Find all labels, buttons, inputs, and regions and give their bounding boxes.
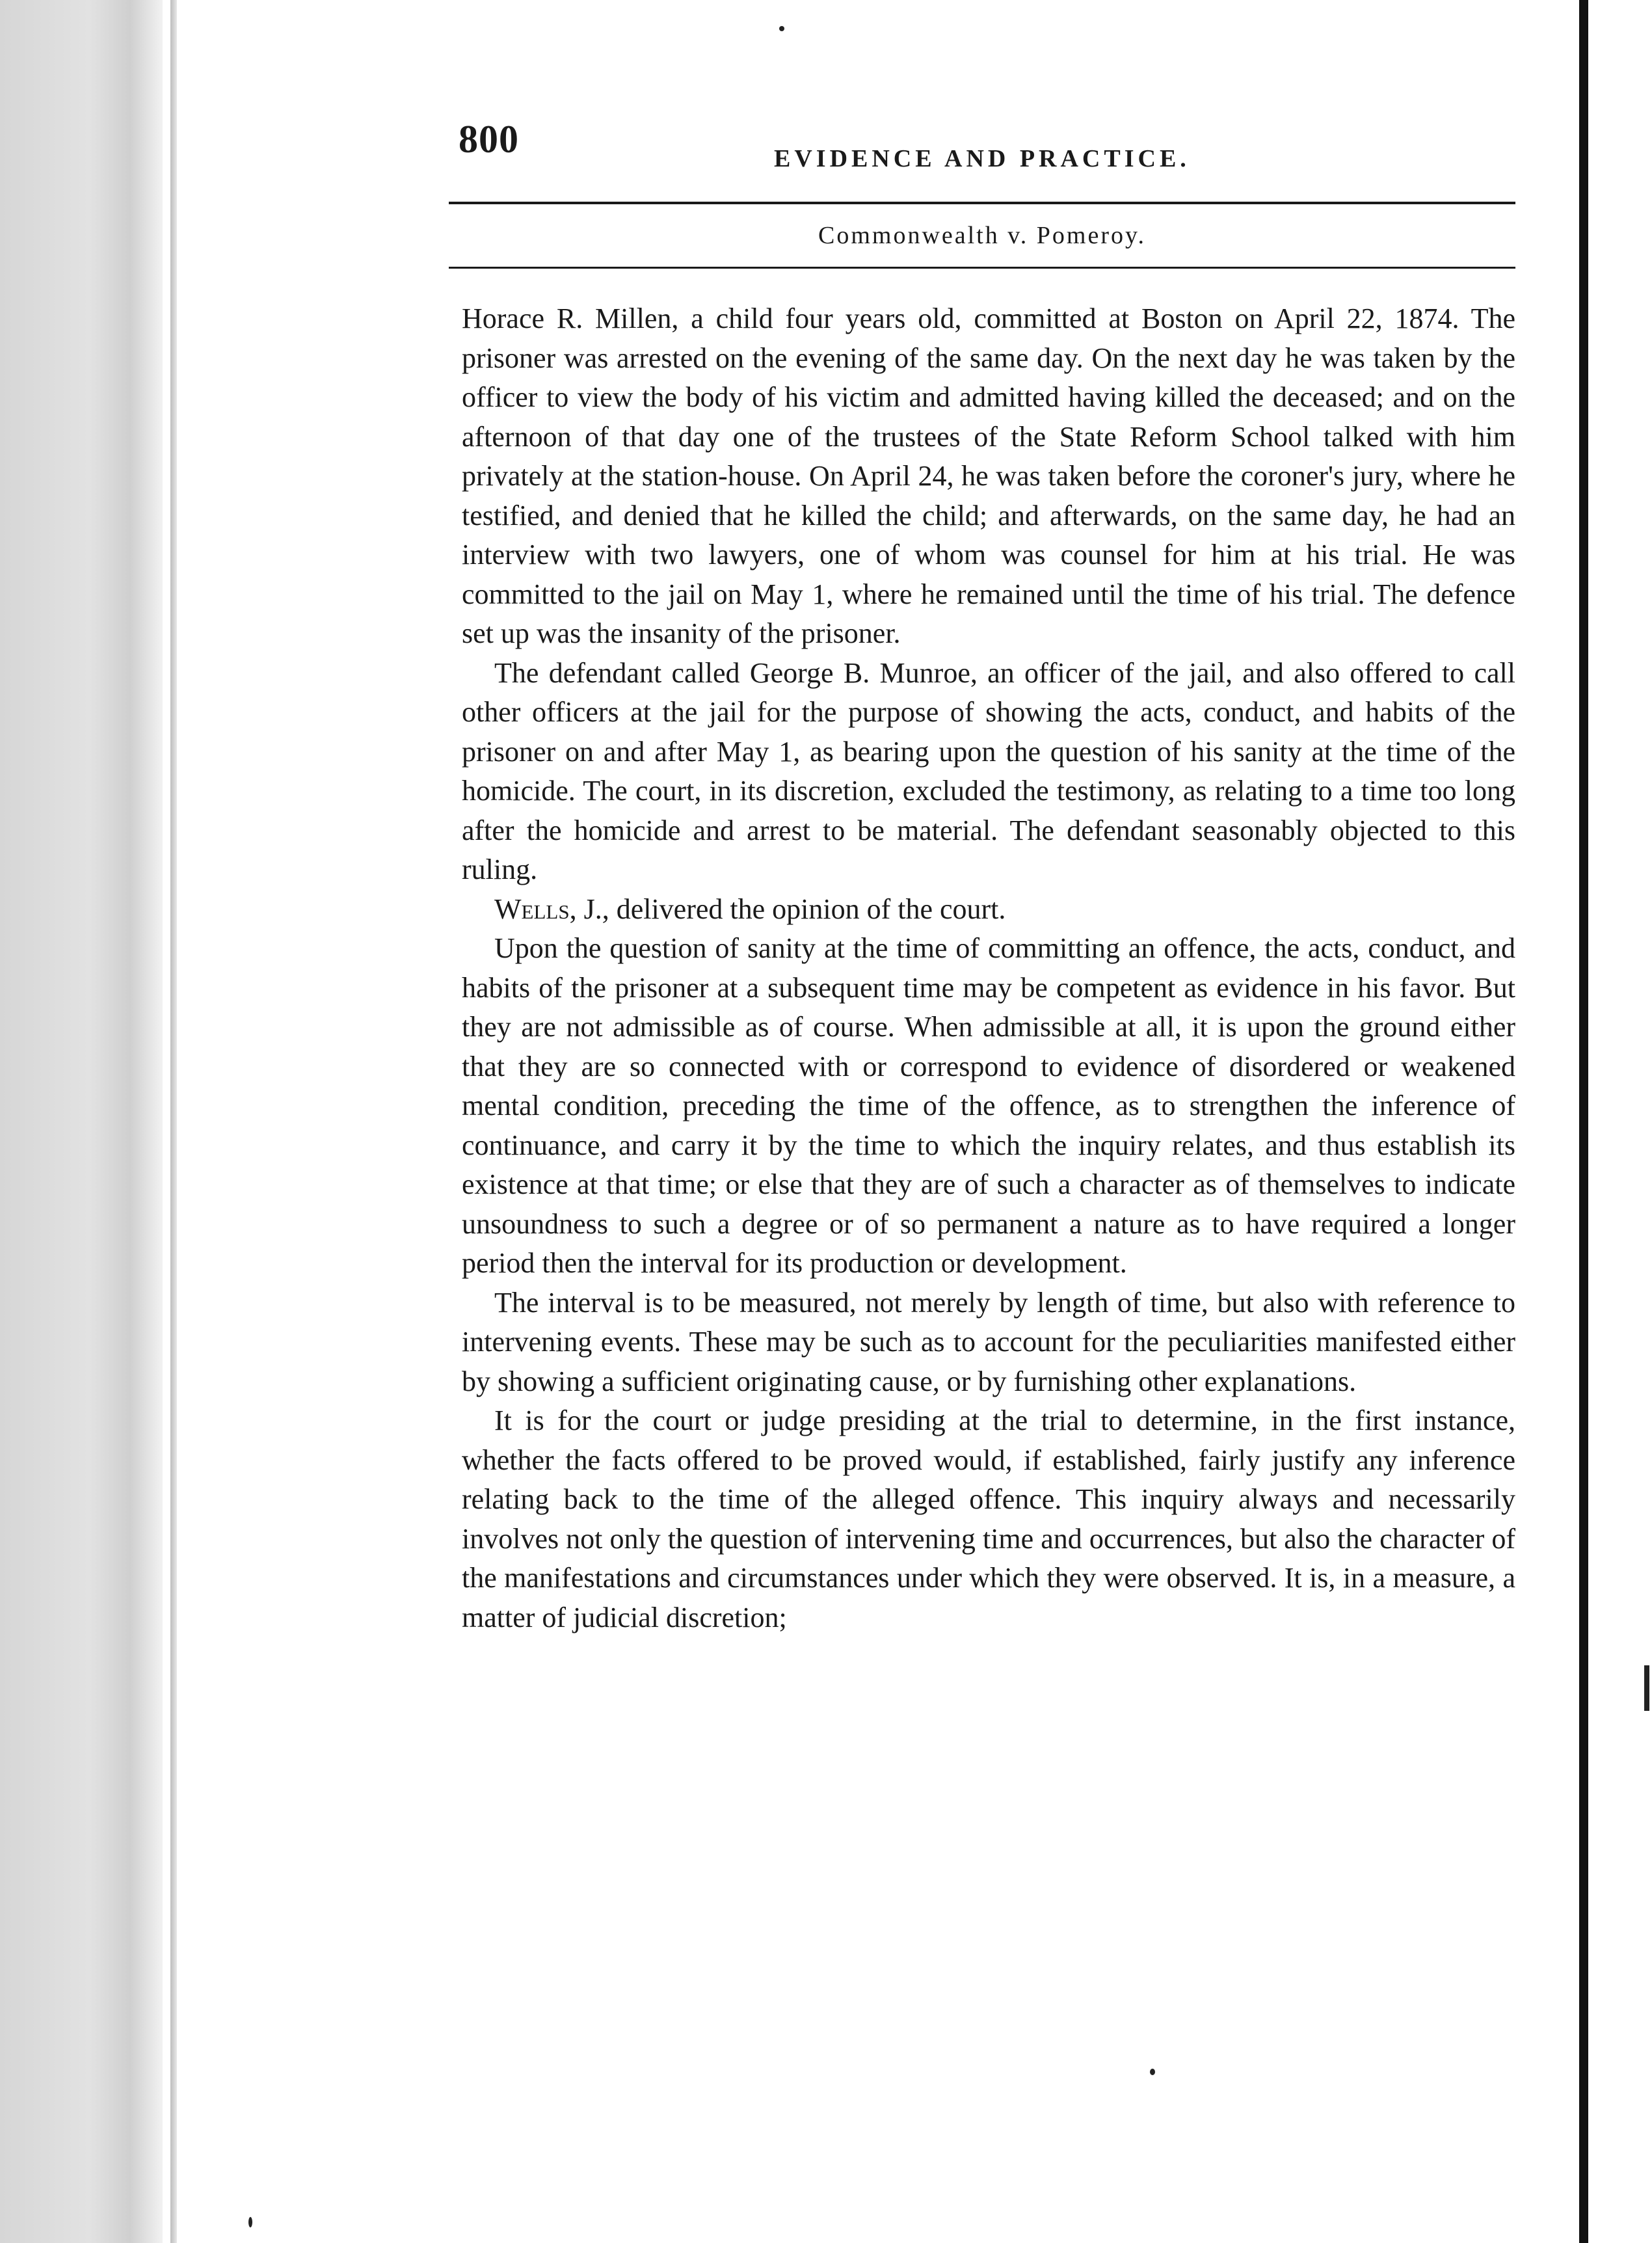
- speck-mark: [248, 2217, 252, 2227]
- paragraph-opinion-intro: [462, 890, 1515, 930]
- book-page: [423, 111, 1515, 1633]
- scan-edge-mark: [1644, 1665, 1649, 1711]
- paragraph-judicial-discretion: It is for the court or judge presiding at the trial to determine, in the first instance, whether the facts offered to be proved would, if established, fairly justify any inference relating back to the time of the alleged offence. This inquiry always and necessarily involves not only the question of intervening time and occurrences, but also the character of the manifestations and circumstances under which they were observed. It is, in a measure, a matter of judicial discretion;: [462, 1404, 1515, 1633]
- header-rule-bottom: [449, 267, 1515, 269]
- speck-mark: [1150, 2069, 1155, 2075]
- judge-name: Wells: [494, 893, 570, 925]
- paragraph-interval: The interval is to be measured, not merely by length of time, but also with reference to intervening events. These may be such as to account for the peculiarities manifested either by showing a sufficient originating cause, or by furnishing other explanations.: [462, 1286, 1515, 1397]
- paragraph-facts: Horace R. Millen, a child four years old, committed at Boston on April 22, 1874. The prisoner was arrested on the evening of the same day. On the next day he was taken by the officer to view the body of his victim and admitted having killed the deceased; and on the afternoon of that day one of the trustees of the State Reform School talked with him privately at the station-house. On April 24, he was taken before the coroner's jury, where he testified, and denied that he killed the child; and afterwards, on the same day, he had an interview with two lawyers, one of whom was counsel for him at his trial. He was committed to the jail on May 1, where he remained until the time of his trial. The defence set up was the insanity of the prisoner.: [462, 302, 1515, 649]
- header-rule-top: [449, 202, 1515, 204]
- page-fold-shadow: [170, 0, 177, 2243]
- scan-left-margin: [0, 0, 163, 2243]
- opinion-intro-text: , J., delivered the opinion of the court.: [569, 893, 1006, 925]
- page-header: [423, 111, 1489, 182]
- speck-mark: [779, 26, 784, 31]
- paragraph-sanity-question: Upon the question of sanity at the time of committing an offence, the acts, conduct, and habits of the prisoner at a subsequent time may be competent as evidence in his favor. But they are not admissible as of course. When admissible at all, it is upon the ground either that they are so connected with or correspond to evidence of disordered or weakened mental condition, preceding the time of the offence, as to strengthen the inference of continuance, and carry it by the time to which the inquiry relates, and thus establish its existence at that time; or else that they are of such a character as of themselves to indicate unsoundness to such a degree or of so permanent a nature as to have required a longer period then the interval for its production or development.: [462, 932, 1515, 1279]
- paragraph-defendant-offer: The defendant called George B. Munroe, an officer of the jail, and also offered to call other officers at the jail for the purpose of showing the acts, conduct, and habits of the prisoner on and after May 1, as bearing upon the question of his sanity at the time of the homicide. The court, in its discretion, excluded the testimony, as relating to a time too long after the homicide and arrest to be material. The defendant seasonably objected to this ruling.: [462, 656, 1515, 885]
- case-title: Commonwealth v. Pomeroy.: [818, 222, 1147, 249]
- body-text: [462, 299, 1515, 1637]
- scan-right-edge: [1579, 0, 1588, 2243]
- running-head: EVIDENCE AND PRACTICE.: [774, 145, 1190, 172]
- page-number: 800: [459, 118, 519, 161]
